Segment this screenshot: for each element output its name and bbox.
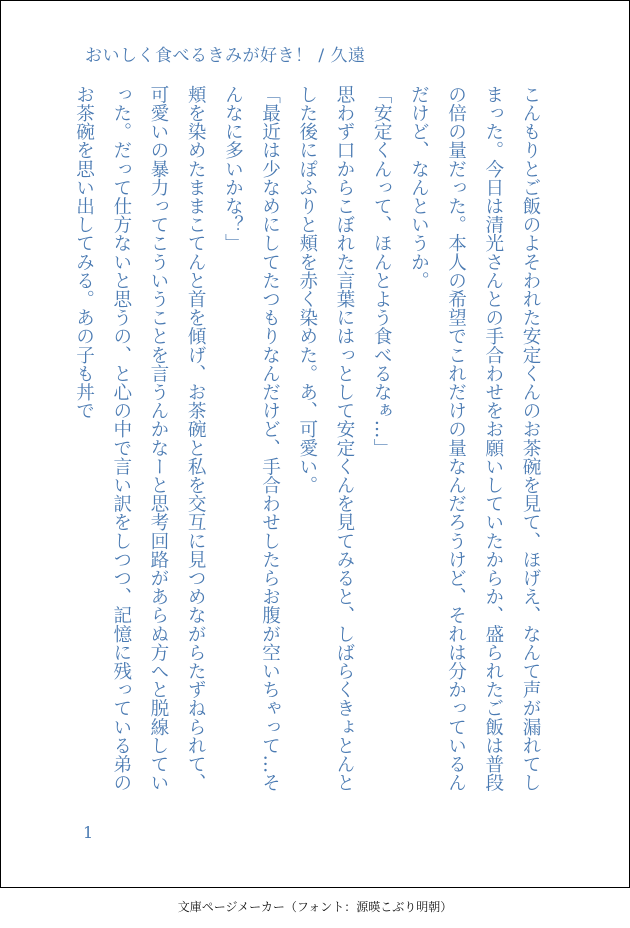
body-text — [73, 85, 549, 797]
paragraph: 思わず口からこぼれた言葉にはっとして安定くんを見てみると、しばらくきょとんとした後にぽふりと頬を赤く染めた。あ、可愛い。 — [296, 85, 355, 792]
page-title: おいしく食べるきみが好き！ / 久遠 — [85, 46, 366, 66]
footer-credit: 文庫ページメーカー（フォント：源暎こぶり明朝） — [177, 900, 453, 914]
page-number: 1 — [83, 823, 94, 842]
paragraph: 「安定くんって、ほんとよう食べるなぁ…」 — [371, 85, 393, 457]
paragraph: こんもりとご飯のよそわれた安定くんのお茶碗を見て、ほげえ、なんて声が漏れてしまった。今日は清光さんとの手合わせをお願いしていたからか、盛られたご飯は普段の倍の量だった。本人の希望でこれだけの量なんだろうけど、それは分かっているんだけど、なんというか。 — [408, 85, 541, 792]
paragraph: 「最近は少なめにしてたつもりなんだけど、手合わせしたらお腹が空いちゃって…そんなに多いかな？」 — [222, 85, 281, 792]
paragraph: 頬を染めたままこてんと首を傾げ、お茶碗と私を交互に見つめながらたずねられて、可愛いの暴力ってこういうことを言うんかなーと思考回路があらぬ方へと脱線していった。だって仕方ないと思うの、と心の中で言い訳をしつつ、記憶に残っている弟のお茶碗を思い出してみる。あの子も丼で — [73, 85, 207, 792]
